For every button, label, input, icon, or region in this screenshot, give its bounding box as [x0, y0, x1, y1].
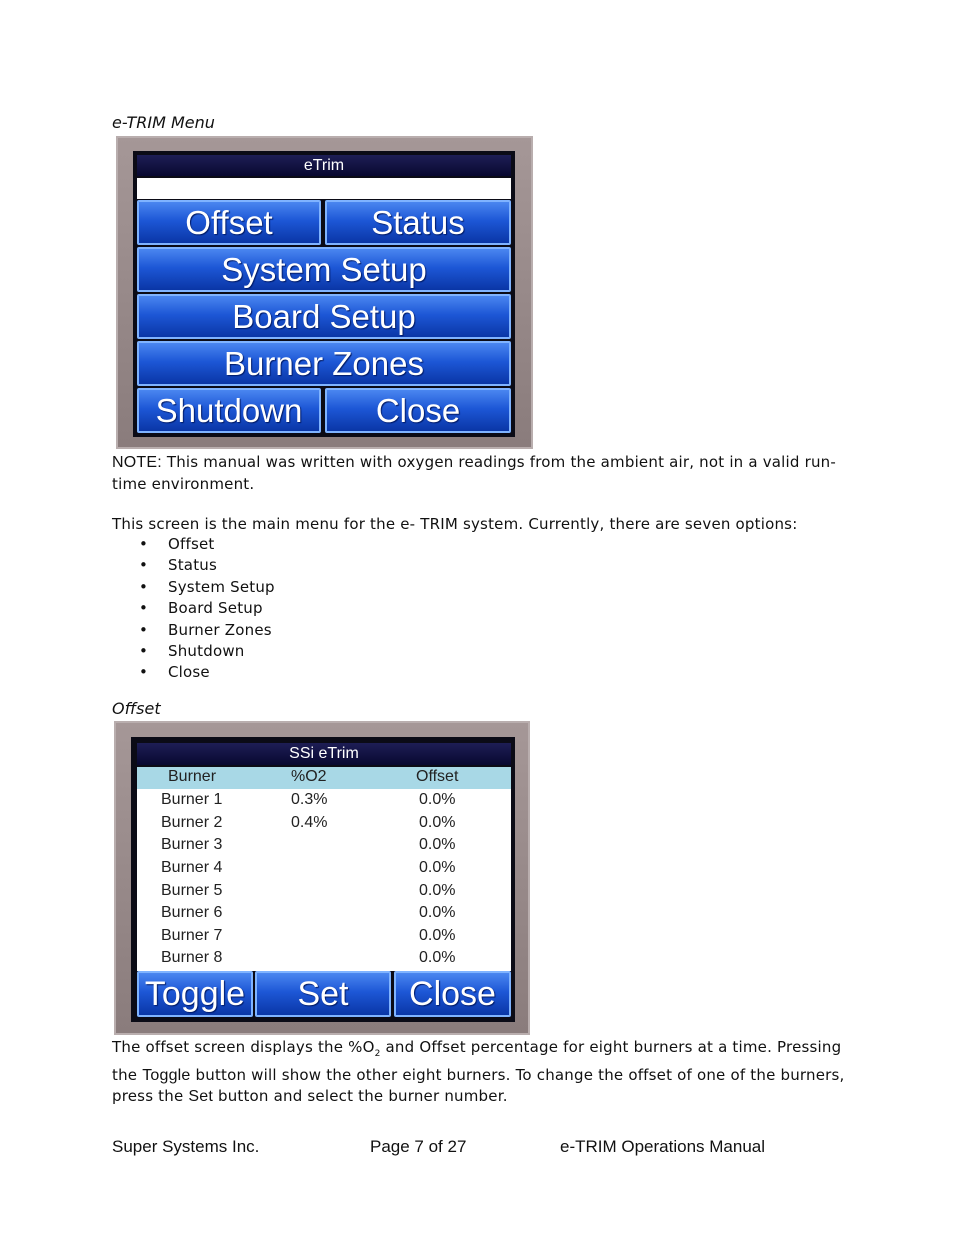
set-button[interactable]: Set: [255, 971, 391, 1017]
row-offset-value[interactable]: 0.0%: [419, 859, 456, 876]
row-burner-name[interactable]: Burner 5: [161, 882, 223, 899]
note-text: This manual was written with oxygen readings from the ambient air, not in a valid run-: [161, 453, 837, 471]
row-burner-name[interactable]: Burner 6: [161, 904, 223, 921]
list-item: • Burner Zones: [112, 620, 512, 641]
row-offset-value[interactable]: 0.0%: [419, 927, 456, 944]
footer-page-number: Page 7 of 27: [370, 1137, 467, 1156]
offset-button[interactable]: Offset: [137, 200, 321, 245]
desc-line2-a: the: [112, 1065, 143, 1084]
row-burner-name[interactable]: Burner 8: [161, 949, 223, 966]
shutdown-button[interactable]: Shutdown: [137, 388, 321, 433]
row-offset-value[interactable]: 0.0%: [419, 791, 456, 808]
offset-device: [114, 721, 530, 1035]
footer-company: Super Systems Inc.: [112, 1137, 260, 1156]
menu-status-strip: [137, 178, 511, 199]
offset-title-bar: SSi eTrim: [137, 743, 511, 765]
list-item: • Board Setup: [112, 598, 512, 619]
close-button[interactable]: Close: [325, 388, 511, 433]
row-burner-name[interactable]: Burner 4: [161, 859, 223, 876]
list-item: • Shutdown: [112, 641, 512, 662]
row-offset-value[interactable]: 0.0%: [419, 949, 456, 966]
note-label: NOTE:: [112, 454, 162, 471]
toggle-word: Toggle: [142, 1066, 191, 1084]
desc-line1-b: and Offset percentage for eight burners at a time. Pressing: [380, 1038, 842, 1056]
list-item: • Close: [112, 662, 512, 683]
row-offset-value[interactable]: 0.0%: [419, 836, 456, 853]
row-burner-name[interactable]: Burner 7: [161, 927, 223, 944]
figure-caption-offset: Offset: [112, 699, 161, 718]
row-o2-value: 0.4%: [291, 814, 328, 831]
desc-line2-b: button will show the other eight burners. To change the offset of one of the burners,: [190, 1065, 845, 1084]
note-paragraph: [112, 452, 852, 494]
figure-caption-menu: e-TRIM Menu: [112, 113, 215, 132]
intro-paragraph: This screen is the main menu for the e- TRIM system. Currently, there are seven options:: [112, 515, 798, 533]
list-item: • System Setup: [112, 577, 512, 598]
row-burner-name[interactable]: Burner 2: [161, 814, 223, 831]
etrim-menu-device: [116, 136, 533, 449]
row-o2-value: 0.3%: [291, 791, 328, 808]
note-text-continued: time environment.: [112, 474, 255, 493]
list-item: • Offset: [112, 534, 512, 555]
list-item: • Status: [112, 555, 512, 576]
status-button[interactable]: Status: [325, 200, 511, 245]
column-header-burner: Burner: [168, 768, 217, 785]
row-offset-value[interactable]: 0.0%: [419, 882, 456, 899]
options-list: [112, 534, 512, 684]
offset-screen: [131, 737, 515, 1022]
row-offset-value[interactable]: 0.0%: [419, 814, 456, 831]
desc-subscript: 2: [374, 1049, 381, 1059]
column-header-o2: %O2: [291, 768, 327, 785]
etrim-menu-screen: [133, 151, 515, 437]
set-word: Set: [188, 1088, 213, 1105]
offset-description: [112, 1037, 852, 1108]
column-header-offset: Offset: [416, 768, 459, 785]
toggle-button[interactable]: Toggle: [137, 971, 253, 1017]
offset-table: [137, 767, 511, 971]
system-setup-button[interactable]: System Setup: [137, 247, 511, 292]
offset-close-button[interactable]: Close: [394, 971, 511, 1017]
desc-line1-a: The offset screen displays the %O: [112, 1038, 375, 1056]
row-offset-value[interactable]: 0.0%: [419, 904, 456, 921]
desc-line3-a: press the: [112, 1087, 189, 1105]
menu-title-bar: eTrim: [137, 155, 511, 176]
footer-manual-title: e-TRIM Operations Manual: [560, 1137, 766, 1156]
row-burner-name[interactable]: Burner 3: [161, 836, 223, 853]
desc-line3-b: button and select the burner number.: [213, 1087, 508, 1105]
row-burner-name[interactable]: Burner 1: [161, 791, 223, 808]
board-setup-button[interactable]: Board Setup: [137, 294, 511, 339]
burner-zones-button[interactable]: Burner Zones: [137, 341, 511, 386]
